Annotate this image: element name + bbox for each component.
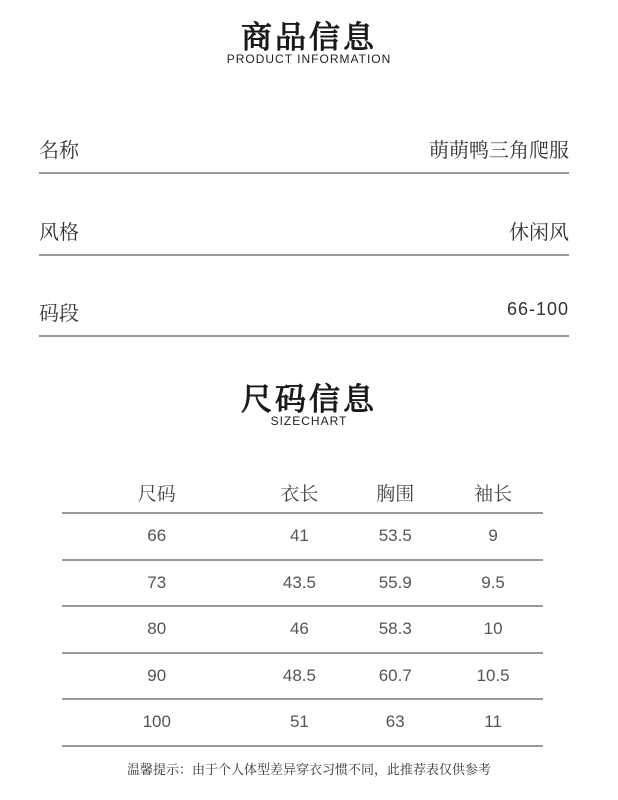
divider bbox=[39, 335, 569, 337]
header-chest: 胸围 bbox=[347, 472, 443, 513]
divider bbox=[39, 254, 569, 256]
table-header-row bbox=[62, 472, 543, 513]
size-table bbox=[62, 472, 543, 747]
info-value: 萌萌鸭三角爬服 bbox=[429, 138, 569, 162]
divider bbox=[39, 172, 569, 174]
cell-sleeve: 9.5 bbox=[443, 560, 543, 607]
info-row-style bbox=[39, 216, 569, 256]
info-row-size-range bbox=[39, 297, 569, 337]
cell-length: 41 bbox=[252, 513, 348, 560]
cell-sleeve: 10.5 bbox=[443, 653, 543, 700]
table-row bbox=[62, 699, 543, 746]
table-row bbox=[62, 513, 543, 560]
cell-chest: 60.7 bbox=[347, 653, 443, 700]
cell-chest: 55.9 bbox=[347, 560, 443, 607]
info-label: 码段 bbox=[39, 301, 79, 325]
cell-size: 73 bbox=[62, 560, 252, 607]
cell-chest: 58.3 bbox=[347, 606, 443, 653]
info-value: 休闲风 bbox=[509, 220, 569, 244]
cell-size: 100 bbox=[62, 699, 252, 746]
size-chart-title: 尺码信息 bbox=[241, 382, 377, 418]
info-label: 名称 bbox=[39, 138, 79, 162]
info-row-name bbox=[39, 134, 569, 174]
cell-length: 48.5 bbox=[252, 653, 348, 700]
header-size: 尺码 bbox=[62, 472, 252, 513]
cell-sleeve: 11 bbox=[443, 699, 543, 746]
size-chart-subtitle: SIZECHART bbox=[270, 414, 348, 428]
cell-chest: 63 bbox=[347, 699, 443, 746]
cell-chest: 53.5 bbox=[347, 513, 443, 560]
cell-length: 46 bbox=[252, 606, 348, 653]
table-row bbox=[62, 653, 543, 700]
product-info-title: 商品信息 bbox=[241, 20, 377, 56]
cell-size: 80 bbox=[62, 606, 252, 653]
cell-size: 90 bbox=[62, 653, 252, 700]
size-note: 温馨提示：由于个人体型差异穿衣习惯不同，此推荐表仅供参考 bbox=[126, 763, 491, 778]
table-row bbox=[62, 606, 543, 653]
header-length: 衣长 bbox=[252, 472, 348, 513]
header-sleeve: 袖长 bbox=[443, 472, 543, 513]
cell-length: 51 bbox=[252, 699, 348, 746]
table-row bbox=[62, 560, 543, 607]
info-label: 风格 bbox=[39, 220, 79, 244]
info-value: 66-100 bbox=[506, 299, 569, 319]
cell-sleeve: 10 bbox=[443, 606, 543, 653]
cell-sleeve: 9 bbox=[443, 513, 543, 560]
product-info-subtitle: PRODUCT INFORMATION bbox=[226, 52, 392, 66]
cell-size: 66 bbox=[62, 513, 252, 560]
cell-length: 43.5 bbox=[252, 560, 348, 607]
